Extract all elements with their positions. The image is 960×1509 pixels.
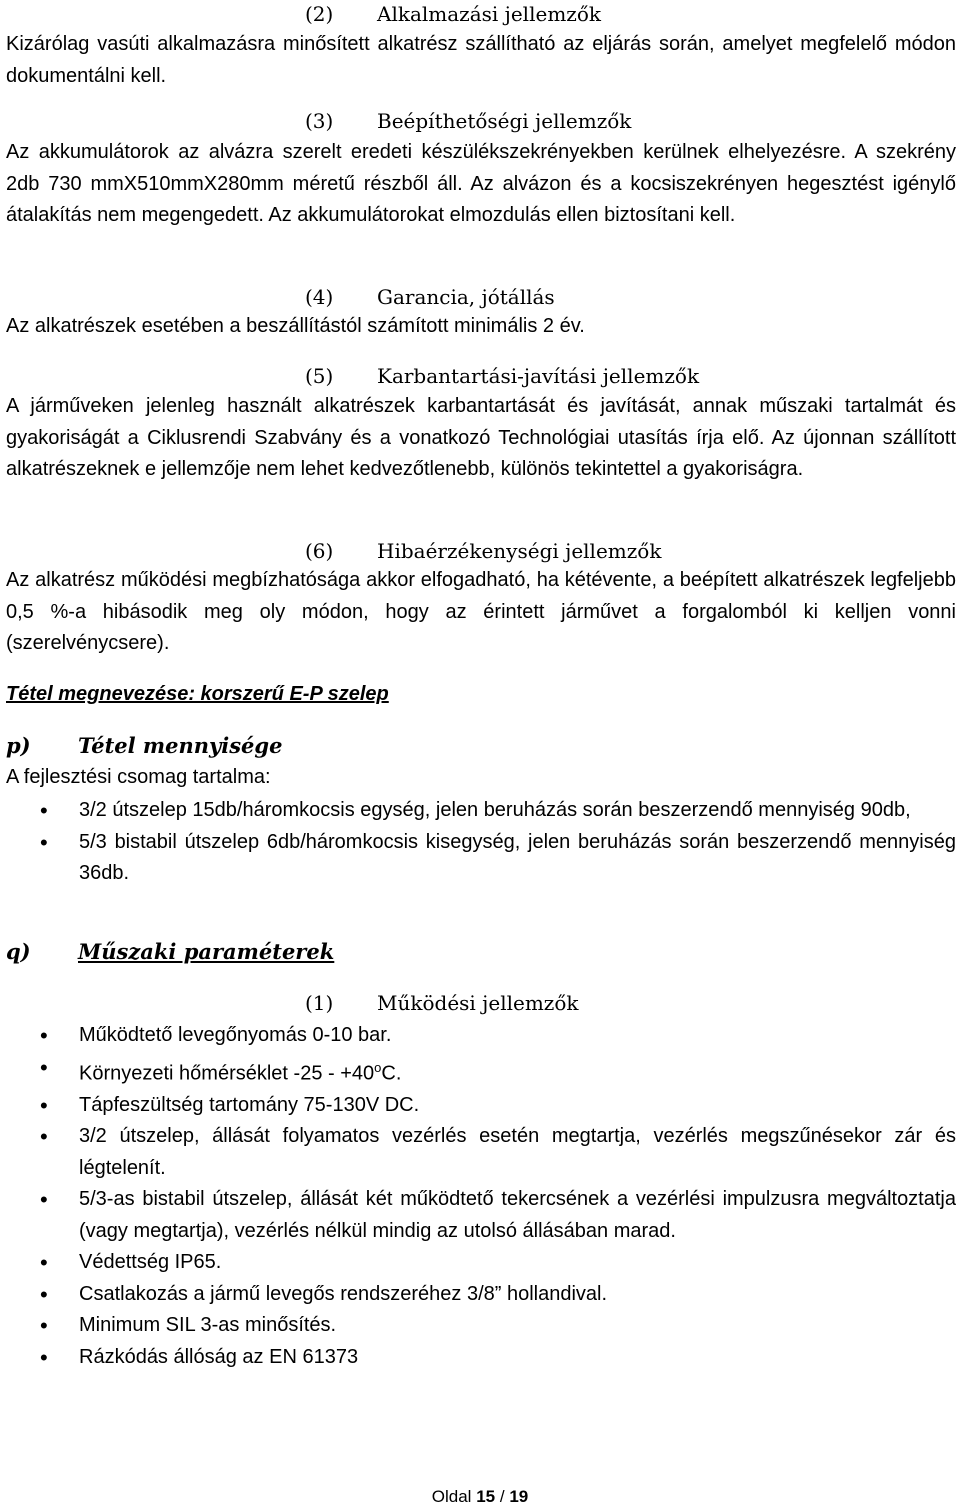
- section-number: (4): [305, 285, 334, 309]
- list-item: • 5/3 bistabil útszelep 6db/háromkocsis kisegység, jelen beruházás során beszerzendő mennyiség 36db.: [0, 827, 960, 890]
- section-title: Működési jellemzők: [377, 991, 579, 1015]
- temperature-unit: C.: [381, 1062, 402, 1085]
- section-number: (5): [305, 364, 334, 388]
- package-list: [0, 795, 960, 890]
- section-6-text: Az alkatrész működési megbízhatósága akkor elfogadható, ha kétévente, a beépített alkatrészek legfeljebb 0,5 %-a hibásodik meg oly módon, hogy az érintett járművet a forgalomból ki kelljen vonni (szerelvénycsere).: [6, 569, 956, 654]
- item-title: Tétel megnevezése: korszerű E-P szelep: [6, 683, 389, 705]
- footer-label: Oldal: [431, 1487, 472, 1506]
- section-title: Karbantartási-javítási jellemzők: [377, 364, 700, 388]
- section-3-heading: [305, 107, 631, 135]
- list-item: • Védettség IP65.: [0, 1247, 960, 1279]
- section-title: Tétel mennyisége: [78, 733, 283, 758]
- list-item-temperature: [0, 1052, 960, 1090]
- degree-sup: o: [374, 1059, 382, 1075]
- parameter-list: [0, 1020, 960, 1373]
- section-4-heading: [305, 283, 555, 311]
- section-5-heading: [305, 362, 699, 390]
- section-4-text: Az alkatrészek esetében a beszállítástól számított minimális 2 év.: [6, 315, 585, 337]
- page-footer: [0, 1486, 960, 1508]
- section-number: (6): [305, 539, 334, 563]
- footer-separator: /: [499, 1487, 505, 1506]
- footer-total-pages: 19: [509, 1487, 529, 1506]
- list-item: • 3/2 útszelep 15db/háromkocsis egység, jelen beruházás során beszerzendő mennyiség 90db,: [0, 795, 960, 827]
- list-item: • Tápfeszültség tartomány 75-130V DC.: [0, 1090, 960, 1122]
- section-number: (2): [305, 2, 334, 26]
- list-item: • Minimum SIL 3-as minősítés.: [0, 1310, 960, 1342]
- list-item: • Rázkódás állóság az EN 61373: [0, 1342, 960, 1374]
- list-item: • Csatlakozás a jármű levegős rendszeréhez 3/8” hollandival.: [0, 1279, 960, 1311]
- section-2-text: Kizárólag vasúti alkalmazásra minősített alkatrész szállítható az eljárás során, amelyet megfelelő módon dokumentálni kell.: [6, 33, 956, 87]
- section-number: (3): [305, 109, 334, 133]
- section-title: Hibaérzékenységi jellemzők: [377, 539, 662, 563]
- subsection-1-heading: [305, 989, 579, 1017]
- section-number: (1): [305, 991, 334, 1015]
- section-p-heading: [6, 733, 282, 758]
- section-title: Beépíthetőségi jellemzők: [377, 109, 632, 133]
- section-2-heading: [305, 0, 601, 28]
- section-title: Garancia, jótállás: [377, 285, 555, 309]
- list-item: • 5/3-as bistabil útszelep, állását két működtető tekercsének a vezérlési impulzusra megváltoztatja (vagy megtartja), vezérlés nélkül mindig az utolsó állásában marad.: [0, 1184, 960, 1247]
- temperature-text: Környezeti hőmérséklet -25 - +40: [79, 1062, 375, 1085]
- section-letter: q): [6, 939, 31, 964]
- section-6-heading: [305, 537, 661, 565]
- section-5-text: A járműveken jelenleg használt alkatrészek karbantartását és javítását, annak műszaki tartalmát és gyakoriságát a Ciklusrendi Szabvány és a vonatkozó Technológiai utasítás írja elő. Az újonnan szállított alkatrészeknek e jellemzője nem lehet kedvezőtlenebb, különös tekintettel a gyakoriságra.: [6, 395, 956, 480]
- footer-current-page: 15: [476, 1487, 496, 1506]
- list-item: • Működtető levegőnyomás 0-10 bar.: [0, 1020, 960, 1052]
- list-item: • 3/2 útszelep, állását folyamatos vezérlés esetén megtartja, vezérlés megszűnésekor zár és légtelenít.: [0, 1121, 960, 1184]
- section-q-heading: [6, 939, 334, 964]
- section-letter: p): [6, 733, 31, 758]
- section-title: Műszaki paraméterek: [78, 939, 335, 964]
- section-3-text: Az akkumulátorok az alvázra szerelt eredeti készülékszekrényekben kerülnek elhelyezésre. A szekrény 2db 730 mmX510mmX280mm méretű részből áll. Az alvázon és a kocsiszekrényen hegesztést igénylő átalakítás nem megengedett. Az akkumulátorokat elmozdulás ellen biztosítani kell.: [6, 141, 956, 226]
- package-intro: A fejlesztési csomag tartalma:: [6, 766, 271, 788]
- section-title: Alkalmazási jellemzők: [377, 2, 601, 26]
